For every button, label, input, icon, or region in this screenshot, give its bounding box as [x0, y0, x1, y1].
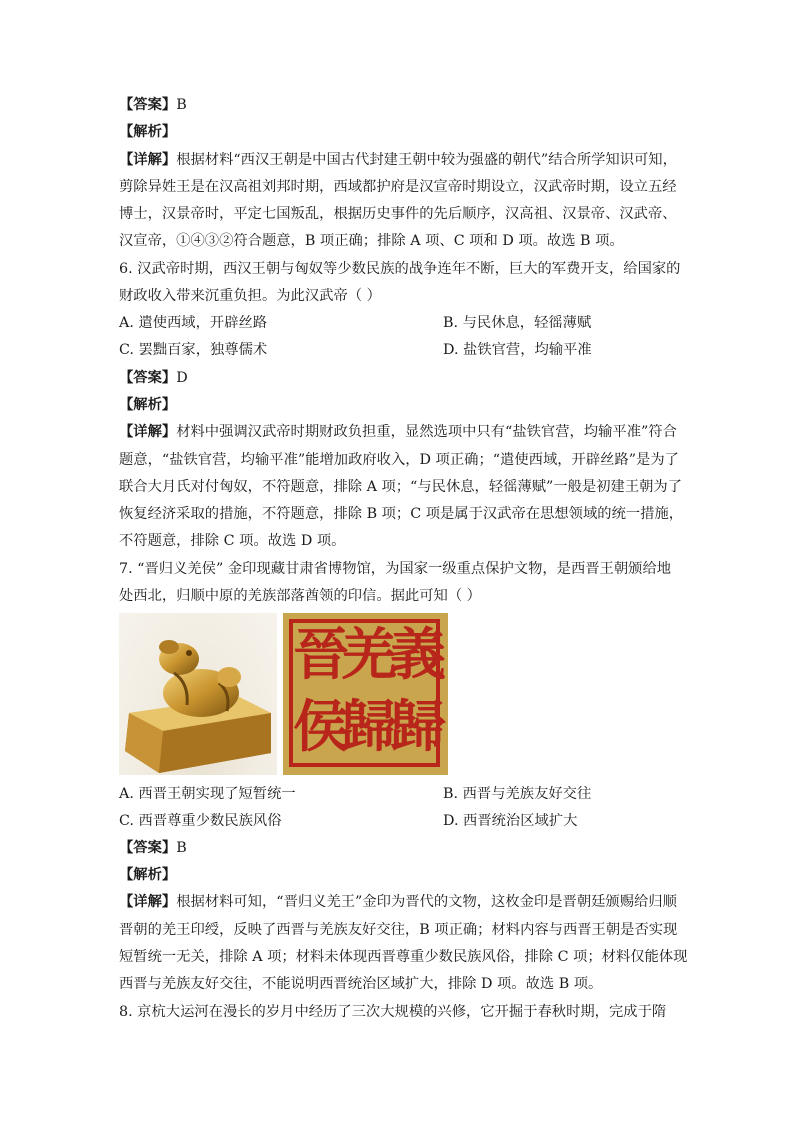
q6-detail-line: 恢复经济采取的措施，不符题意，排除 B 项；C 项是属于汉武帝在思想领域的统一措施， [119, 506, 684, 522]
q6-stem: 6. 汉武帝时期，西汉王朝与匈奴等少数民族的战争连年不断，巨大的军费开支，给国家的 [119, 261, 681, 277]
detail-tag: 【详解】 [119, 152, 177, 168]
q7-analysis-line [119, 865, 679, 885]
q5-detail-line: 剪除异姓王是在汉高祖刘邦时期，西域都护府是汉宣帝时期设立，汉武帝时期，设立五经 [119, 179, 677, 195]
q7-option-d: D. 西晋统治区域扩大 [443, 813, 578, 829]
seal-character: 晉 [293, 622, 349, 688]
q7-option-c: C. 西晋尊重少数民族风俗 [119, 813, 282, 829]
q7-detail-line: 西晋与羌族友好交往，不能说明西晋统治区域扩大，排除 D 项。故选 B 项。 [119, 976, 603, 992]
q6-answer-line [119, 368, 679, 388]
gold-seal-photo [119, 613, 277, 775]
answer-tag: 【答案】 [119, 370, 177, 386]
q7-option-a: A. 西晋王朝实现了短暂统一 [119, 786, 296, 802]
q6-option-d: D. 盐铁官营，均输平准 [443, 342, 592, 358]
seal-character: 義 [390, 622, 446, 688]
q6-stem: 财政收入带来沉重负担。为此汉武帝（ ） [119, 288, 381, 304]
q5-detail-line: 博士，汉景帝时，平定七国叛乱，根据历史事件的先后顺序，汉高祖、汉景帝、汉武帝、 [119, 206, 677, 222]
q5-analysis-line [119, 122, 679, 142]
q6-option-a: A. 遣使西域，开辟丝路 [119, 315, 268, 331]
q7-detail-line: 晋朝的羌王印绶，反映了西晋与羌族友好交往，B 项正确；材料内容与西晋王朝是否实现 [119, 922, 678, 938]
analysis-tag: 【解析】 [119, 397, 177, 413]
analysis-tag: 【解析】 [119, 124, 177, 140]
q5-detail-line [119, 150, 679, 170]
q7-detail-line [119, 892, 679, 912]
seal-impression-photo [283, 613, 448, 775]
detail-text: 根据材料“西汉王朝是中国古代封建王朝中较为强盛的朝代”结合所学知识可知， [176, 152, 677, 168]
detail-text: 材料中强调汉武帝时期财政负担重，显然选项中只有“盐铁官营，均输平准”符合 [176, 424, 677, 440]
q6-analysis-line [119, 395, 679, 415]
q7-stem: 处西北，归顺中原的羌族部落酋领的印信。据此可知（ ） [119, 588, 481, 604]
detail-text: 根据材料可知，“晋归义羌王”金印为晋代的文物，这枚金印是晋朝廷颁赐给归顺 [176, 894, 677, 910]
q7-detail-line: 短暂统一无关，排除 A 项；材料未体现西晋尊重少数民族风俗，排除 C 项；材料仅能体现 [119, 949, 688, 965]
gold-seal-illustration [119, 613, 277, 775]
q6-detail-line: 联合大月氏对付匈奴，不符题意，排除 A 项；“与民休息，轻徭薄赋”一般是初建王朝为了 [119, 479, 683, 495]
q7-answer-line [119, 838, 679, 858]
q6-option-b: B. 与民休息，轻徭薄赋 [443, 315, 592, 331]
q6-option-c: C. 罢黜百家，独尊儒术 [119, 342, 268, 358]
answer-value: B [176, 97, 187, 113]
detail-tag: 【详解】 [119, 894, 177, 910]
seal-character: 侯 [293, 694, 349, 760]
q6-detail-line [119, 422, 679, 442]
q6-detail-line: 不符题意，排除 C 项。故选 D 项。 [119, 533, 346, 549]
seal-character: 歸 [341, 694, 397, 760]
q6-detail-line: 题意，“盐铁官营，均输平准”能增加政府收入，D 项正确；“遣使西域，开辟丝路”是为了 [119, 452, 679, 468]
answer-value: B [176, 840, 187, 856]
answer-value: D [176, 370, 188, 386]
detail-tag: 【详解】 [119, 424, 177, 440]
q5-detail-line: 汉宣帝，①④③②符合题意，B 项正确；排除 A 项、C 项和 D 项。故选 B 项。 [119, 233, 624, 249]
q7-option-b: B. 西晋与羌族友好交往 [443, 786, 592, 802]
q7-stem: 7. “晋归义羌侯” 金印现藏甘肃省博物馆，为国家一级重点保护文物，是西晋王朝颁给地 [119, 561, 672, 577]
q8-stem: 8. 京杭大运河在漫长的岁月中经历了三次大规模的兴修，它开掘于春秋时期，完成于隋 [119, 1004, 667, 1020]
q5-answer-line [119, 95, 679, 115]
seal-character: 羌 [341, 622, 397, 688]
seal-character: 歸 [390, 694, 446, 760]
analysis-tag: 【解析】 [119, 867, 177, 883]
answer-tag: 【答案】 [119, 97, 177, 113]
answer-tag: 【答案】 [119, 840, 177, 856]
